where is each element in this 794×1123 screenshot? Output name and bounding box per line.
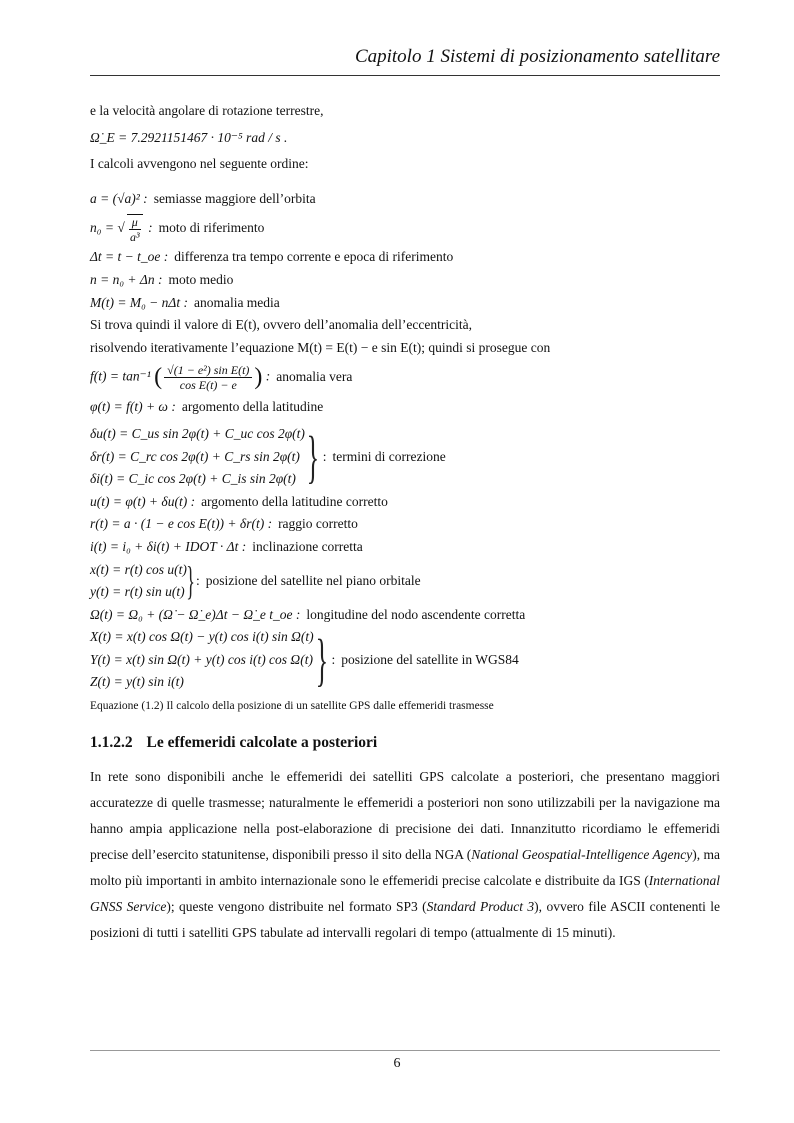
page-body [90, 100, 720, 946]
eq-true-anomaly: f(t) = tan⁻¹ ( $\frac{\text{√(1 − e²) sin E(t)}}{\text{cos E(t) − e}}$ ) : anomalia vera [90, 363, 353, 393]
eq-correction-group: δu(t) = C_us sin 2φ(t) + C_uc cos 2φ(t) δr(t) = C_rc cos 2φ(t) + C_rs sin 2φ(t) δi(t) = C_ic cos 2φ(t) + C_is sin 2φ(t) } : termini di correzione [90, 423, 446, 489]
eq-orbital-group: x(t) = r(t) cos u(t) y(t) = r(t) sin u(t) } : posizione del satellite nel piano orbitale [90, 558, 421, 604]
eq-time-diff: Δt = t − t_oe : differenza tra tempo corrente e epoca di riferimento [90, 249, 454, 265]
eq-corrected-latitude: u(t) = φ(t) + δu(t) : argomento della latitudine corretto [90, 493, 388, 509]
right-brace: } [315, 627, 328, 693]
eq-mean-anomaly: M(t) = M₀ − nΔt : anomalia media [90, 294, 280, 310]
running-header: Capitolo 1 Sistemi di posizionamento satellitare [90, 46, 720, 76]
eq-wgs-line: X(t) = x(t) cos Ω(t) − y(t) cos i(t) sin Ω(t) [90, 629, 314, 645]
eq-wgs-group: X(t) = x(t) cos Ω(t) − y(t) cos i(t) sin Ω(t) Y(t) = x(t) sin Ω(t) + y(t) cos i(t) cos Ω(t) Z(t) = y(t) sin i(t) } : posizione del satellite in WGS84 [90, 627, 519, 693]
eq-orbital-line: x(t) = r(t) cos u(t) [90, 561, 187, 577]
nga-name: National Geospatial-Intelligence Agency [471, 847, 693, 863]
order-line: I calcoli avvengono nel seguente ordine: [90, 156, 309, 172]
eq-wgs-line: Z(t) = y(t) sin i(t) [90, 674, 184, 690]
eq-mean-motion: n₀ = √ $\frac{\mu}{\text{a³}}$ : moto di riferimento [90, 215, 265, 245]
eq-orbital-line: y(t) = r(t) sin u(t) [90, 584, 185, 600]
eq-corrected-inclination: i(t) = i₀ + δi(t) + IDOT · Δt : inclinazione corretta [90, 538, 363, 554]
earth-rotation-equation: Ω̇_E = 7.2921151467 · 10⁻⁵ rad / s . [90, 129, 288, 145]
sp3-name: Standard Product 3 [426, 899, 535, 915]
eq-correction-line: δi(t) = C_ic cos 2φ(t) + C_is sin 2φ(t) [90, 471, 296, 487]
eq-mean-motion-corrected: n = n₀ + Δn : moto medio [90, 271, 234, 287]
eq-wgs-line: Y(t) = x(t) sin Ω(t) + y(t) cos i(t) cos Ω(t) [90, 651, 313, 667]
body-paragraph: In rete sono disponibili anche le effemeridi dei satelliti GPS calcolate a posteriori, che presentano maggiori accuratezze di quelle trasmesse; naturalmente le effemeridi a posteriori non sono utilizzabili per la navigazione ma hanno ampia applicazione nella post-elaborazione di precisione dei dati. Innanzitutto ricordiamo le effemeridi precise dell’esercito statunitense, disponibili presso il sito della NGA (National Geospatial-Intelligence Agency), ma molto più importanti in ambito internazionale sono le effemeridi precise calcolate e distribuite da IGS (International GNSS Service); queste vengono distribuite nel formato SP3 (Standard Product 3), ovvero file ASCII contenenti le posizioni di tutti i satelliti GPS tabulate ad intervalli regolari di tempo (attualmente di 15 minuti). [90, 769, 720, 941]
right-brace: } [306, 423, 320, 489]
igs-name: International GNSS Service [90, 873, 720, 915]
section-title: Le effemeridi calcolate a posteriori [146, 734, 378, 752]
footer-rule [90, 1050, 720, 1051]
wgs-desc: posizione del satellite in WGS84 [341, 651, 519, 667]
text-iterative: risolvendo iterativamente l’equazione M(t) = E(t) − e sin E(t); quindi si prosegue con [90, 339, 551, 355]
eq-correction-line: δr(t) = C_rc cos 2φ(t) + C_rs sin 2φ(t) [90, 448, 300, 464]
correction-desc: termini di correzione [332, 448, 446, 464]
right-brace: } [186, 558, 195, 604]
equation-caption: Equazione (1.2) Il calcolo della posizione di un satellite GPS dalle effemeridi trasmesse [90, 700, 494, 713]
eq-latitude-argument: φ(t) = f(t) + ω : argomento della latitudine [90, 399, 324, 415]
orbital-desc: posizione del satellite nel piano orbitale [205, 572, 421, 588]
eq-ascending-node: Ω(t) = Ω₀ + (Ω̇ − Ω̇_e)Δt − Ω̇_e t_oe : longitudine del nodo ascendente corretta [90, 606, 526, 622]
intro-line: e la velocità angolare di rotazione terrestre, [90, 103, 324, 118]
text-eccentric: Si trova quindi il valore di E(t), ovvero dell’anomalia dell’eccentricità, [90, 317, 472, 333]
eq-correction-line: δu(t) = C_us sin 2φ(t) + C_uc cos 2φ(t) [90, 425, 305, 441]
section-heading [90, 734, 720, 752]
section-number: 1.1.2.2 [90, 734, 133, 752]
eq-semimajor: a = (√a)² : semiasse maggiore dell’orbita [90, 190, 316, 206]
page-number: 6 [393, 1056, 401, 1071]
eq-corrected-radius: r(t) = a · (1 − e cos E(t)) + δr(t) : raggio corretto [90, 516, 358, 532]
